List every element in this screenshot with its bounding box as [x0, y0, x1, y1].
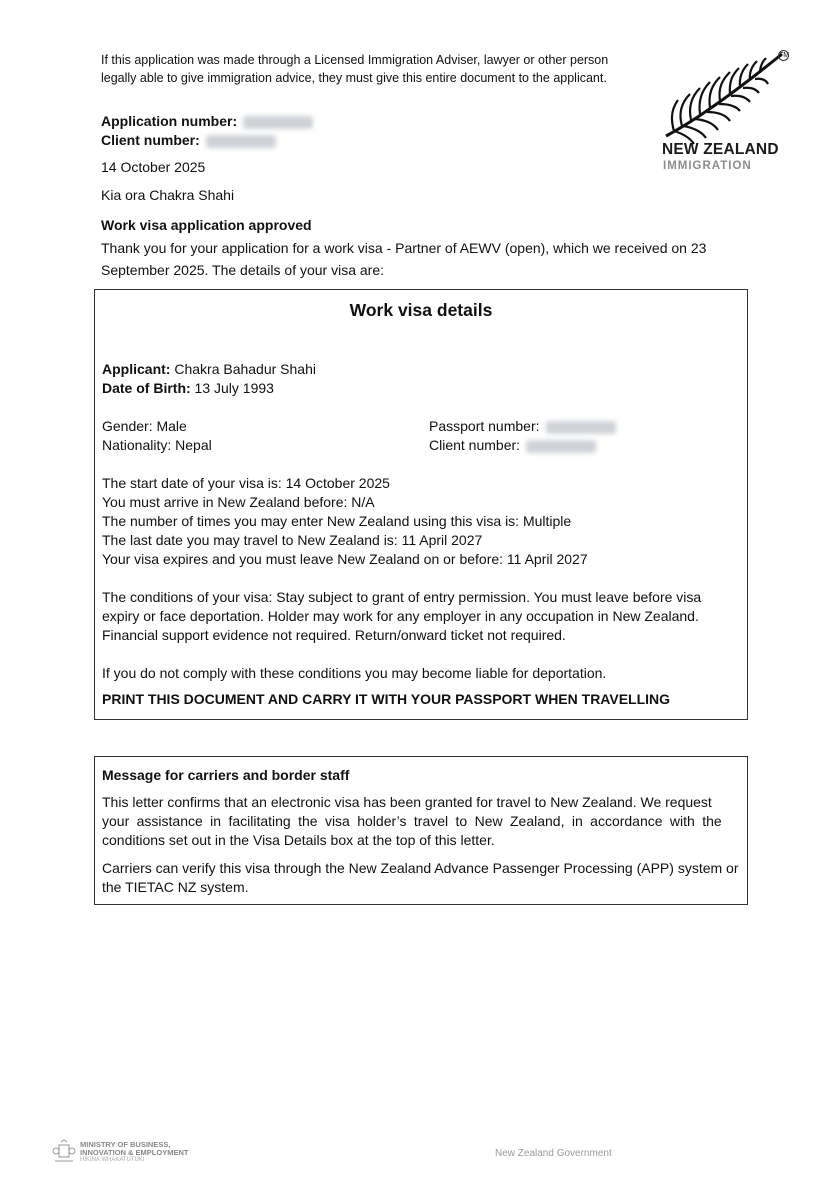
- adviser-notice-line-2: legally able to give immigration advice, they must give this entire document to the applicant.: [101, 71, 607, 85]
- conditions-line-2: expiry or face deportation. Holder may work for any employer in any occupation in New Zealand.: [102, 608, 699, 624]
- application-number-label: Application number:: [101, 113, 238, 129]
- passport-row: [429, 417, 616, 436]
- client-label: Client number:: [429, 437, 521, 453]
- expiry-date: Your visa expires and you must leave New Zealand on or before: 11 April 2027: [102, 551, 588, 567]
- mbie-line-2: INNOVATION & EMPLOYMENT: [80, 1148, 189, 1157]
- client-number-row: [101, 131, 276, 150]
- last-travel-date: The last date you may travel to New Zealand is: 11 April 2027: [102, 532, 483, 548]
- application-number-row: [101, 112, 313, 131]
- mbie-line-1: MINISTRY OF BUSINESS,: [80, 1140, 171, 1149]
- carrier-para-2-line-2: the TIETAC NZ system.: [102, 879, 249, 895]
- passport-label: Passport number:: [429, 418, 540, 434]
- letter-date: 14 October 2025: [101, 159, 206, 175]
- intro-line-2: September 2025. The details of your visa are:: [101, 262, 385, 278]
- nationality: Nationality: Nepal: [102, 437, 212, 453]
- redacted-client-number-2: [526, 440, 596, 453]
- arrive-before: You must arrive in New Zealand before: N/A: [102, 494, 375, 510]
- nz-government-logo: New Zealand Government: [495, 1148, 612, 1159]
- coat-of-arms-icon: [52, 1139, 76, 1165]
- carrier-message-title: Message for carriers and border staff: [102, 767, 350, 783]
- adviser-notice: [101, 51, 661, 87]
- redacted-client-number: [206, 135, 276, 148]
- conditions-line-3: Financial support evidence not required. Return/onward ticket not required.: [102, 627, 566, 643]
- print-notice: PRINT THIS DOCUMENT AND CARRY IT WITH YOUR PASSPORT WHEN TRAVELLING: [102, 691, 671, 707]
- carrier-para-2-line-1: Carriers can verify this visa through the New Zealand Advance Passenger Processing (APP) system or: [102, 860, 739, 876]
- start-date: The start date of your visa is: 14 October 2025: [102, 475, 390, 491]
- mbie-footer-logo: [52, 1139, 188, 1165]
- trademark-icon: TM: [779, 52, 790, 59]
- entries: The number of times you may enter New Zealand using this visa is: Multiple: [102, 513, 572, 529]
- adviser-notice-line-1: If this application was made through a Licensed Immigration Adviser, lawyer or other person: [101, 53, 609, 67]
- visa-details-title: Work visa details: [349, 300, 493, 320]
- redacted-application-number: [243, 116, 313, 129]
- comply-warning: If you do not comply with these conditions you may become liable for deportation.: [102, 665, 607, 681]
- carrier-message-box: [94, 756, 748, 905]
- carrier-para-1-line-2: your assistance in facilitating the visa holder’s travel to New Zealand, in accordance with the: [102, 813, 722, 829]
- visa-details-box: [94, 289, 748, 720]
- client-number-label: Client number:: [101, 132, 200, 148]
- conditions-line-1: The conditions of your visa: Stay subject to grant of entry permission. You must leave before visa: [102, 589, 702, 605]
- carrier-para-1-line-3: conditions set out in the Visa Details box at the top of this letter.: [102, 832, 495, 848]
- dob-row: [102, 379, 274, 398]
- approval-heading: Work visa application approved: [101, 217, 312, 233]
- mbie-line-3: HĪKINA WHAKATUTUKI: [80, 1157, 145, 1163]
- dob-label: Date of Birth:: [102, 380, 191, 396]
- gender: Gender: Male: [102, 418, 187, 434]
- logo-brand-text: NEW ZEALAND: [662, 141, 779, 158]
- greeting: Kia ora Chakra Shahi: [101, 187, 235, 203]
- intro-paragraph: [101, 237, 706, 281]
- applicant-label: Applicant:: [102, 361, 171, 377]
- carrier-para-1-line-1: This letter confirms that an electronic visa has been granted for travel to New Zealand. We request: [102, 794, 712, 810]
- logo-sub-text: IMMIGRATION: [663, 160, 752, 172]
- applicant-row: [102, 360, 316, 379]
- client-row: [429, 436, 596, 455]
- redacted-passport-number: [546, 421, 616, 434]
- dob-value: 13 July 1993: [190, 380, 274, 396]
- applicant-value: Chakra Bahadur Shahi: [170, 361, 316, 377]
- intro-line-1: Thank you for your application for a work visa - Partner of AEWV (open), which we received on 23: [101, 240, 707, 256]
